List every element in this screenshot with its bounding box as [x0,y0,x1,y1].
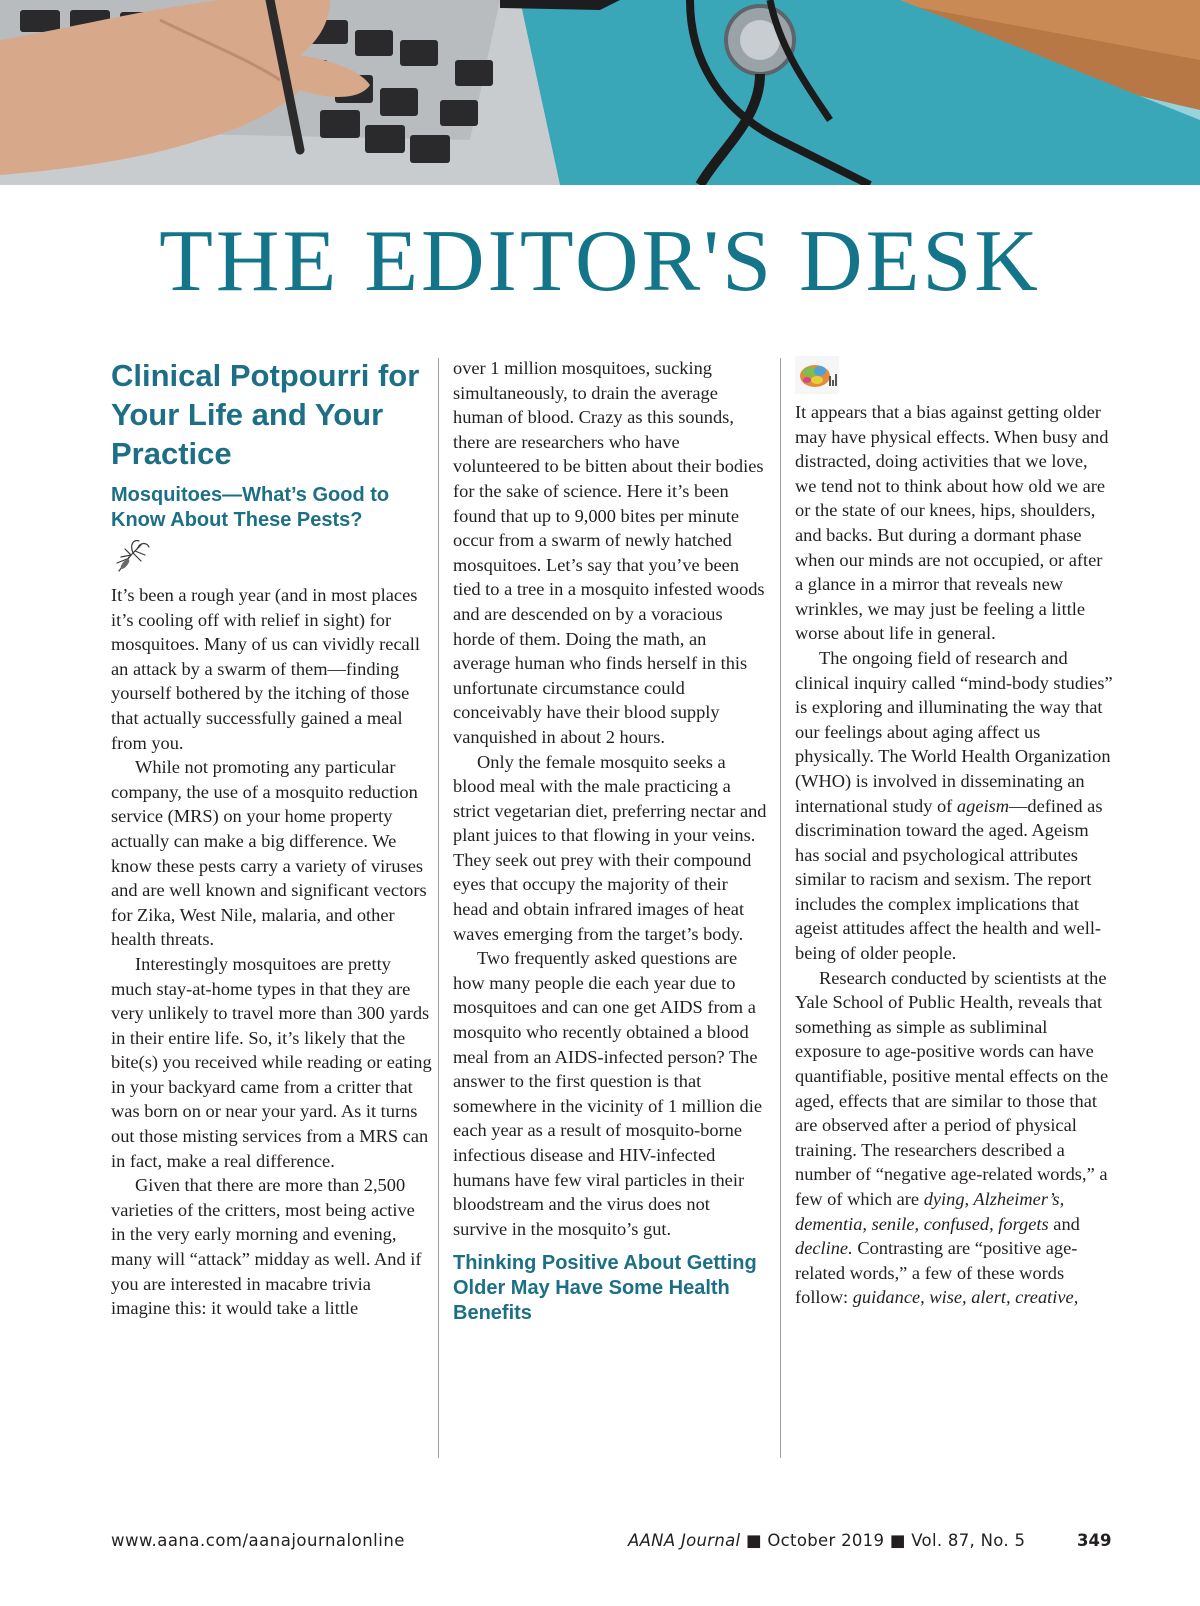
header-photo [0,0,1200,185]
text-run: —defined as discrimination toward the aged. Ageism has social and psychological attributes similar to racism and sexism. The report includes the complex implications that ageist attitudes affect the health and well-being of older people. [795,795,1103,964]
paragraph [795,646,1113,966]
text-run: The ongoing field of research and clinical inquiry called “mind-body studies” is exploring and illuminating the way that our feelings about aging affect us physically. The World Health Organization (WHO) is involved in disseminating an international study of [795,647,1113,816]
paragraph: Only the female mosquito seeks a blood meal with the male practicing a strict vegetarian diet, preferring nectar and plant juices to that flowing in your veins. They seek out prey with their compound eyes that occupy the majority of their head and obtain infrared images of heat waves emerging from the target’s body. [453,751,767,944]
volume-number: Vol. 87, No. 5 [911,1531,1026,1550]
paragraph [795,966,1113,1310]
paragraph: Interestingly mosquitoes are pretty much stay-at-home types in that they are very unlikely to travel more than 300 yards in their entire life. So, it’s likely that the bite(s) you received while reading or eating in your backyard came from a critter that was born on or near your yard. As it turns out those misting services from a MRS can in fact, make a real difference. [111,953,432,1171]
paragraph: It’s been a rough year (and in most places it’s cooling off with relief in sight) for mosquitoes. Many of us can vividly recall an attack by a swarm of them—finding yourself bothered by the itching of those that actually successfully gained a meal from you. [111,585,421,753]
column-divider [438,358,439,1458]
column-divider [780,358,781,1458]
italic-term: dying, Alzheimer’s, dementia, senile, confused, forgets [795,1189,1065,1234]
paragraph: Two frequently asked questions are how many people die each year due to mosquitoes and can one get AIDS from a mosquito who recently obtained a blood meal from an AIDS-infected person? The answer to the first question is that somewhere in the vicinity of 1 million die each year as a result of mosquito-borne infectious disease and HIV-infected humans have few viral particles in their bloodstream and the virus does not survive in the mosquito’s gut. [453,948,763,1239]
text-run: Contrasting are “positive age-related words,” a few of these words follow: [795,1238,1078,1308]
paragraph: over 1 million mosquitoes, sucking simultaneously, to drain the average human of blood. Crazy as this sounds, there are researchers who have volunteered to be bitten about their bodies for the sake of science. Here it’s been found that up to 9,000 bites per minute occur from a swarm of newly hatched mosquitoes. Let’s say that you’ve been tied to a tree in a mosquito infested woods and are descended on by a voracious horde of them. Doing the math, an average human who finds herself in this unfortunate circumstance could conceivably have their blood supply vanquished in about 2 hours. [453,358,765,747]
column-3 [795,356,1113,1310]
column-2 [453,356,767,1326]
text-run: Research conducted by scientists at the Yale School of Public Health, reveals that something as simple as subliminal exposure to age-positive words can have quantifiable, positive mental effects on the aged, effects that are similar to those that are observed after a period of physical training. The researchers described a number of “negative age-related words,” a few of which are [795,967,1109,1209]
separator: ■ [889,1531,906,1550]
text-run: and [1053,1213,1080,1234]
paragraph: Given that there are more than 2,500 varieties of the critters, most being active in the very early morning and evening, many will “attack” midday as well. And if you are interested in macabre trivia imagine this: it would take a little [111,1175,422,1319]
separator: ■ [745,1531,762,1550]
header-photo-illustration [0,0,1200,185]
section-heading-mosquitoes: Mosquitoes—What’s Good to Know About These Pests? [111,484,390,531]
mosquito-icon [111,537,151,577]
journal-name: AANA Journal [628,1531,741,1550]
footer-journal-info [628,1531,1025,1550]
paragraph: It appears that a bias against getting older may have physical effects. When busy and distracted, doing activities that we love, we tend not to think about how old we are or the state of our knees, hips, shoulders, and backs. But during a dormant phase when our minds are not occupied, or after a glance in a mirror that reveals new wrinkles, we may just be feeling a little worse about life in general. [795,402,1109,644]
footer-url[interactable]: www.aana.com/aanajournalonline [111,1531,405,1550]
italic-term: guidance, wise, alert, creative, [852,1287,1079,1308]
brain-icon [795,356,839,394]
italic-term: ageism [956,795,1010,816]
column-1 [111,356,433,1321]
masthead-title: THE EDITOR'S DESK [159,213,1041,310]
issue-date: October 2019 [767,1531,885,1550]
paragraph: While not promoting any particular company, the use of a mosquito reduction service (MRS) on your home property actually can make a big difference. We know these pests carry a variety of viruses and are well known and significant vectors for Zika, West Nile, malaria, and other health threats. [111,757,427,950]
italic-term: decline. [795,1238,853,1259]
page-number: 349 [1077,1531,1112,1550]
article-title: Clinical Potpourri for Your Life and Your Practice [111,358,420,471]
section-heading-aging: Thinking Positive About Getting Older May Have Some Health Benefits [453,1252,757,1325]
